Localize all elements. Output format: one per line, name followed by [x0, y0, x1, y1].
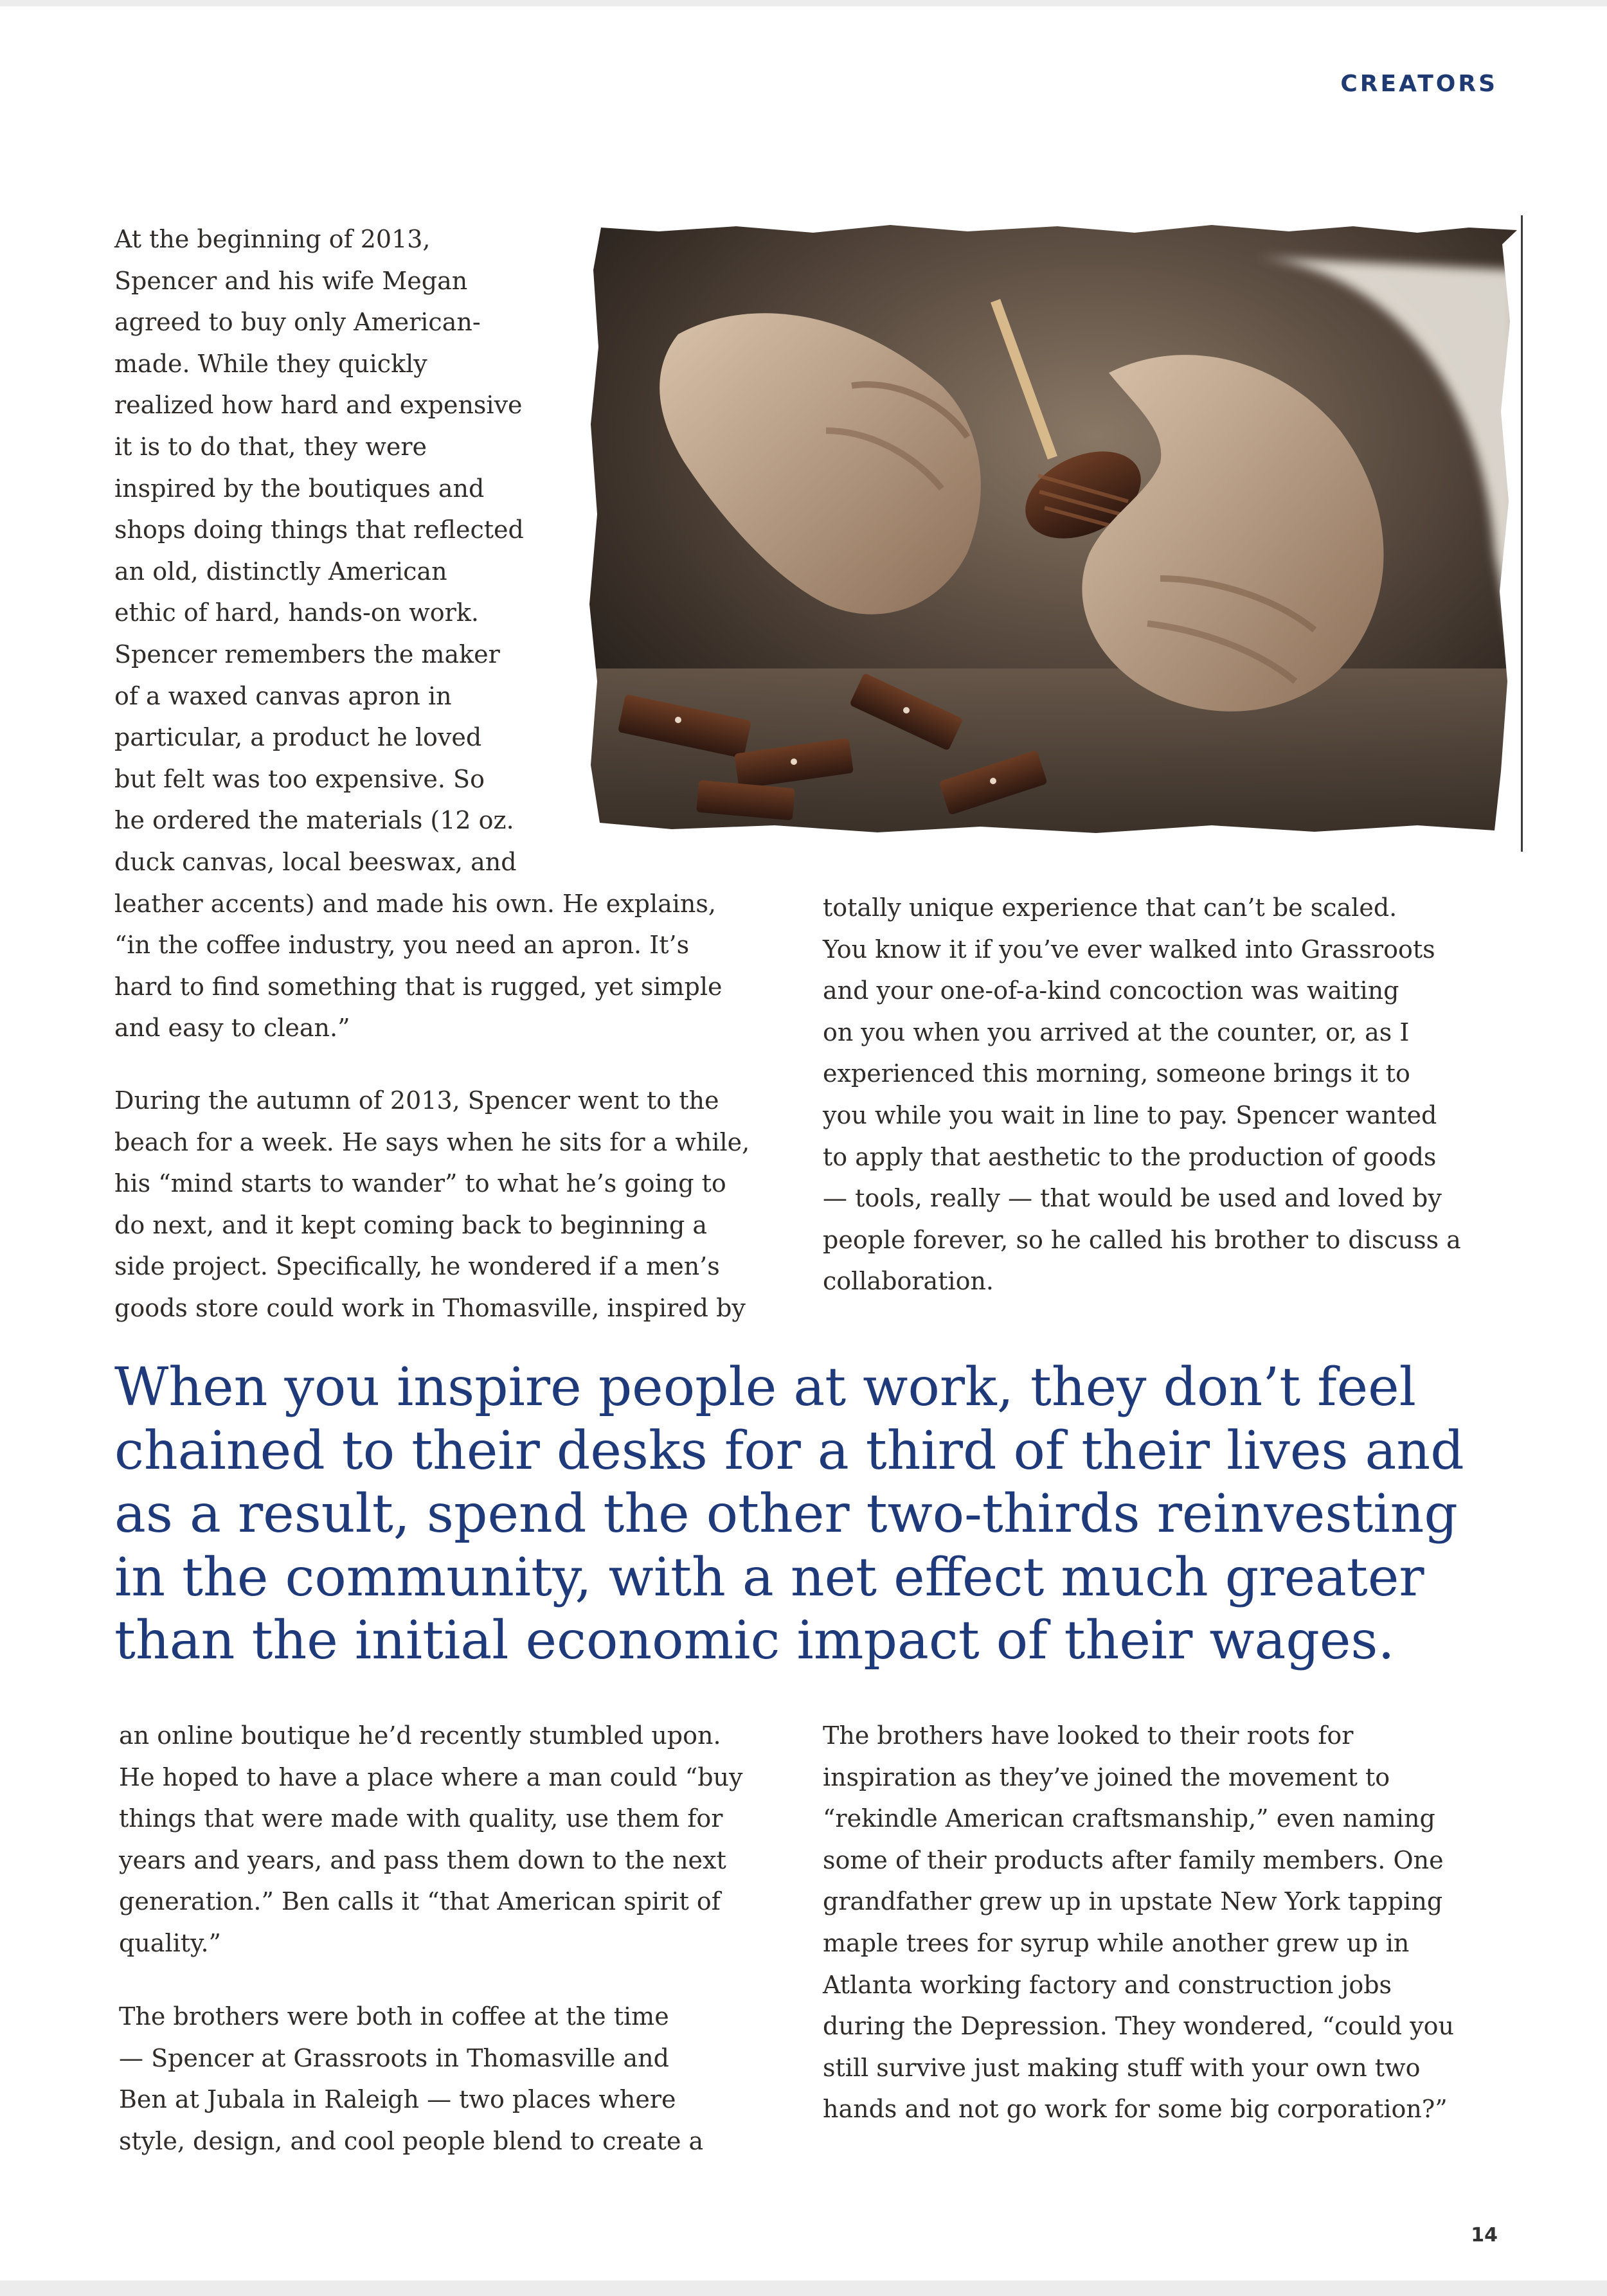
page-edge-bottom: [0, 2281, 1607, 2296]
text-line: it is to do that, they were: [114, 432, 427, 461]
text-line: during the Depression. They wondered, “could you: [823, 2012, 1455, 2041]
quote-line: than the initial economic impact of their wages.: [114, 1610, 1395, 1671]
text-line: an online boutique he’d recently stumbled upon.: [119, 1721, 721, 1750]
text-line: and easy to clean.”: [114, 1014, 350, 1043]
text-line: duck canvas, local beeswax, and: [114, 847, 517, 876]
paragraph-autumn: [114, 1080, 750, 1329]
text-line: some of their products after family members. One: [823, 1845, 1444, 1874]
paragraph-online-boutique: [119, 1715, 742, 1964]
text-line: The brothers were both in coffee at the time: [119, 2002, 669, 2031]
quote-line: as a result, spend the other two-thirds reinvesting: [114, 1484, 1458, 1545]
text-line: “rekindle American craftsmanship,” even naming: [823, 1804, 1435, 1833]
text-line: of a waxed canvas apron in: [114, 681, 452, 710]
text-line: quality.”: [119, 1928, 221, 1957]
quote-line: in the community, with a net effect much greater: [114, 1547, 1424, 1608]
text-line: on you when you arrived at the counter, or, as I: [823, 1018, 1410, 1046]
text-line: leather accents) and made his own. He explains,: [114, 889, 716, 918]
text-line: Ben at Jubala in Raleigh — two places where: [119, 2085, 676, 2114]
text-line: but felt was too expensive. So: [114, 764, 485, 793]
text-line: he ordered the materials (12 oz.: [114, 806, 514, 835]
quote-line: chained to their desks for a third of their lives and: [114, 1420, 1464, 1482]
text-line: The brothers have looked to their roots for: [823, 1721, 1354, 1750]
text-line: style, design, and cool people blend to create a: [119, 2126, 704, 2155]
text-line: his “mind starts to wander” to what he’s going to: [114, 1169, 726, 1198]
paragraph-intro: [114, 219, 723, 1049]
text-line: years and years, and pass them down to the next: [119, 1845, 726, 1874]
text-line: — Spencer at Grassroots in Thomasville and: [119, 2043, 669, 2072]
text-line: “in the coffee industry, you need an apron. It’s: [114, 931, 690, 960]
text-line: do next, and it kept coming back to beginning a: [114, 1210, 708, 1239]
text-line: particular, a product he loved: [114, 723, 482, 752]
paragraph-unique-experience: [823, 887, 1461, 1302]
paragraph-roots: [823, 1715, 1454, 2130]
photo-rule: [1521, 215, 1523, 852]
text-line: Spencer remembers the maker: [114, 640, 500, 668]
text-line: experienced this morning, someone brings it to: [823, 1059, 1410, 1088]
text-line: generation.” Ben calls it “that American spirit of: [119, 1887, 721, 1916]
text-line: shops doing things that reflected: [114, 516, 524, 544]
text-line: During the autumn of 2013, Spencer went to the: [114, 1086, 719, 1115]
text-line: inspired by the boutiques and: [114, 474, 485, 503]
text-line: — tools, really — that would be used and loved by: [823, 1184, 1442, 1213]
text-line: Spencer and his wife Megan: [114, 266, 468, 295]
text-line: You know it if you’ve ever walked into Grassroots: [823, 935, 1435, 964]
text-line: He hoped to have a place where a man could “buy: [119, 1762, 743, 1791]
page-edge-top: [0, 0, 1607, 6]
page-number: 14: [1471, 2224, 1498, 2247]
text-line: Atlanta working factory and construction jobs: [823, 1970, 1392, 1999]
text-line: you while you wait in line to pay. Spencer wanted: [823, 1100, 1437, 1129]
text-line: collaboration.: [823, 1267, 994, 1296]
section-label: CREATORS: [1340, 71, 1498, 97]
text-line: to apply that aesthetic to the production of goods: [823, 1142, 1437, 1171]
text-line: ethic of hard, hands-on work.: [114, 598, 479, 627]
text-line: side project. Specifically, he wondered if a men’s: [114, 1252, 720, 1281]
text-line: agreed to buy only American-: [114, 308, 481, 337]
text-line: people forever, so he called his brother to discuss a: [823, 1225, 1461, 1254]
text-line: hands and not go work for some big corporation?”: [823, 2095, 1448, 2124]
text-line: grandfather grew up in upstate New York tapping: [823, 1887, 1443, 1916]
text-line: At the beginning of 2013,: [114, 225, 431, 253]
text-line: things that were made with quality, use them for: [119, 1804, 723, 1833]
text-line: beach for a week. He says when he sits for a while,: [114, 1127, 750, 1156]
pull-quote: [114, 1356, 1516, 1673]
text-line: totally unique experience that can’t be scaled.: [823, 893, 1397, 922]
paragraph-brothers-coffee: [119, 1996, 703, 2162]
text-line: realized how hard and expensive: [114, 391, 523, 420]
text-line: made. While they quickly: [114, 349, 427, 378]
text-line: an old, distinctly American: [114, 557, 447, 586]
text-line: and your one-of-a-kind concoction was waiting: [823, 976, 1399, 1005]
text-line: maple trees for syrup while another grew up in: [823, 1928, 1410, 1957]
text-line: inspiration as they’ve joined the movement to: [823, 1762, 1390, 1791]
text-line: still survive just making stuff with your own two: [823, 2053, 1421, 2082]
quote-line: When you inspire people at work, they don’t feel: [114, 1357, 1416, 1418]
text-line: goods store could work in Thomasville, inspired by: [114, 1293, 746, 1322]
text-line: hard to find something that is rugged, yet simple: [114, 972, 723, 1001]
